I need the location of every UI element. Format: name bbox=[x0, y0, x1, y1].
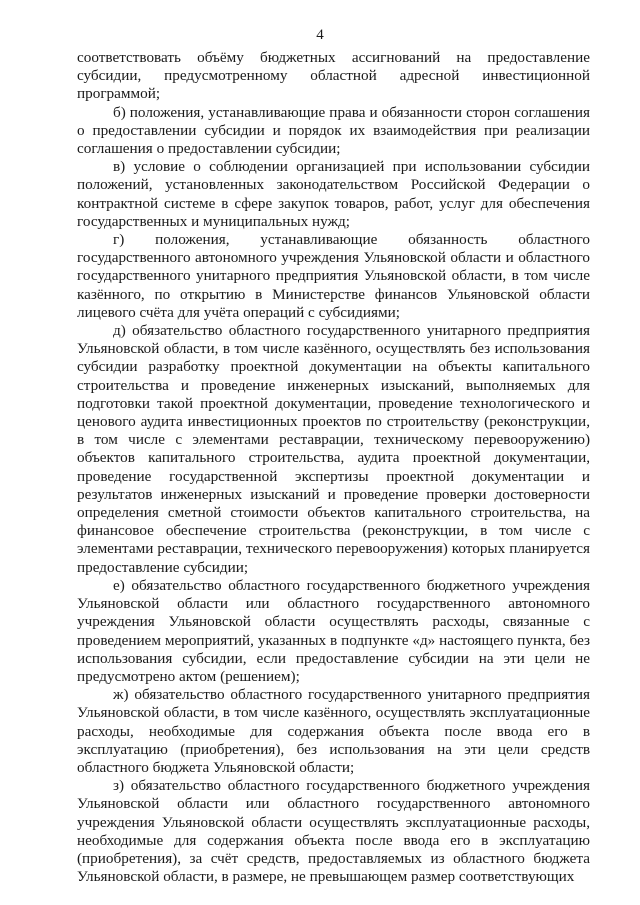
paragraph-item-v: в) условие о соблюдении организацией при использовании субсидии положений, установленных законодательством Российской Федерации о контрактной системе в сфере закупок товаров, работ, услуг для обеспечения государственных и муниципальных нужд; bbox=[77, 158, 590, 230]
document-body bbox=[77, 49, 590, 886]
page-number: 4 bbox=[316, 27, 324, 43]
paragraph-item-zh: ж) обязательство областного государственного унитарного предприятия Ульяновской области, в том числе казённого, осуществлять эксплуатационные расходы, необходимые для содержания объекта после ввода его в эксплуатацию (приобретения), без использования на эти цели средств областного бюджета Ульяновской области; bbox=[77, 686, 590, 776]
paragraph-item-g: г) положения, устанавливающие обязанность областного государственного автономного учреждения Ульяновской области и областного государственного унитарного предприятия Ульяновской области, в том числе казённого, по открытию в Министерстве финансов Ульяновской области лицевого счёта для учёта операций с субсидиями; bbox=[77, 231, 590, 321]
paragraph-item-z: з) обязательство областного государственного бюджетного учреждения Ульяновской области или областного государственного автономного учреждения Ульяновской области осуществлять эксплуатационные расходы, необходимые для содержания объекта после ввода его в эксплуатацию (приобретения), за счёт средств, предоставляемых из областного бюджета Ульяновской области, в размере, не превышающем размер соответствующих bbox=[77, 777, 590, 886]
paragraph-continuation: соответствовать объёму бюджетных ассигнований на предоставление субсидии, предусмотренному областной адресной инвестиционной программой; bbox=[77, 49, 590, 103]
paragraph-item-b: б) положения, устанавливающие права и обязанности сторон соглашения о предоставлении субсидии и порядок их взаимодействия при реализации соглашения о предоставлении субсидии; bbox=[77, 103, 590, 158]
paragraph-item-e: е) обязательство областного государственного бюджетного учреждения Ульяновской области или областного государственного автономного учреждения Ульяновской области осуществлять расходы, связанные с проведением мероприятий, указанных в подпункте «д» настоящего пункта, без использования субсидии, если предоставление субсидии на эти цели не предусмотрено актом (решением); bbox=[77, 576, 590, 685]
paragraph-item-d: д) обязательство областного государственного унитарного предприятия Ульяновской области, в том числе казённого, осуществлять без использования субсидии разработку проектной документации на объекты капитального строительства и проведение инженерных изысканий, выполняемых для подготовки такой проектной документации, проведение технологического и ценового аудита инвестиционных проектов по строительству (реконструкции, в том числе с элементами реставрации, техническому перевооружению) объектов капитального строительства, аудита проектной документации, проведение государственной экспертизы проектной документации и результатов инженерных изысканий и проведение проверки достоверности определения сметной стоимости объектов капитального строительства, на финансовое обеспечение строительства (реконструкции, в том числе с элементами реставрации, технического перевооружения) которых планируется предоставление субсидии; bbox=[77, 322, 590, 576]
